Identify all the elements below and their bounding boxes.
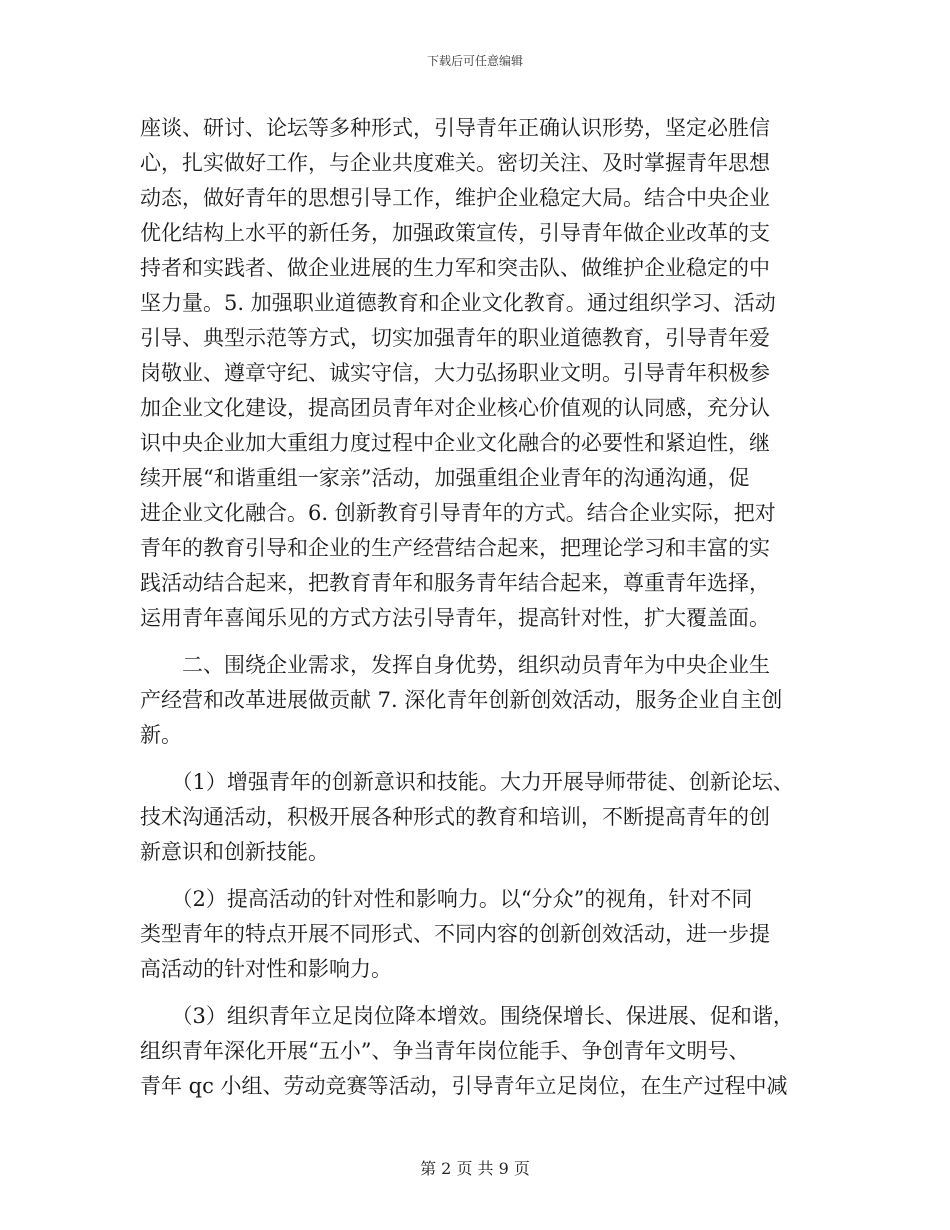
document-body bbox=[140, 111, 820, 1104]
paragraph-gap bbox=[140, 753, 820, 765]
text-line: 青年 qc 小组、劳动竞赛等活动，引导青年立足岗位，在生产过程中减 bbox=[140, 1074, 788, 1098]
text-line: （2）提高活动的针对性和影响力。以“分众”的视角，针对不同 bbox=[140, 887, 753, 911]
text-line: 坚力量。5. 加强职业道德教育和企业文化教育。通过组织学习、活动 bbox=[140, 291, 776, 315]
text-line: 动态，做好青年的思想引导工作，维护企业稳定大局。结合中央企业 bbox=[140, 186, 770, 210]
text-line: 优化结构上水平的新任务，加强政策宣传，引导青年做企业改革的支 bbox=[140, 221, 770, 245]
paragraph bbox=[140, 765, 820, 870]
text-line: 组织青年深化开展“五小”、争当青年岗位能手、争创青年文明号、 bbox=[140, 1039, 750, 1063]
text-line: 加企业文化建设，提高团员青年对企业核心价值观的认同感，充分认 bbox=[140, 396, 770, 420]
paragraph bbox=[140, 111, 820, 636]
text-line: 心，扎实做好工作，与企业共度难关。密切关注、及时掌握青年思想 bbox=[140, 151, 770, 175]
text-line: 运用青年喜闻乐见的方式方法引导青年，提高针对性，扩大覆盖面。 bbox=[140, 606, 770, 630]
paragraph bbox=[140, 999, 820, 1104]
paragraph-gap bbox=[140, 636, 820, 648]
text-line: （3）组织青年立足岗位降本增效。围绕保增长、保进展、促和谐， bbox=[140, 1004, 794, 1028]
text-line: 高活动的针对性和影响力。 bbox=[140, 957, 392, 981]
paragraph-gap bbox=[140, 870, 820, 882]
text-line: 二、围绕企业需求，发挥自身优势，组织动员青年为中央企业生 bbox=[140, 653, 770, 677]
paragraph-gap bbox=[140, 987, 820, 999]
paragraph bbox=[140, 882, 820, 987]
text-line: 类型青年的特点开展不同形式、不同内容的创新创效活动，进一步提 bbox=[140, 922, 770, 946]
paragraph bbox=[140, 648, 820, 753]
text-line: 产经营和改革进展做贡献 7. 深化青年创新创效活动，服务企业自主创 bbox=[140, 688, 783, 712]
text-line: 进企业文化融合。6. 创新教育引导青年的方式。结合企业实际，把对 bbox=[140, 501, 776, 525]
text-line: 岗敬业、遵章守纪、诚实守信，大力弘扬职业文明。引导青年积极参 bbox=[140, 361, 770, 385]
text-line: 引导、典型示范等方式，切实加强青年的职业道德教育，引导青年爱 bbox=[140, 326, 770, 350]
text-line: 青年的教育引导和企业的生产经营结合起来，把理论学习和丰富的实 bbox=[140, 536, 770, 560]
text-line: 续开展“和谐重组一家亲”活动，加强重组企业青年的沟通沟通，促 bbox=[140, 466, 750, 490]
text-line: 技术沟通活动，积极开展各种形式的教育和培训，不断提高青年的创 bbox=[140, 805, 770, 829]
page-header: 下载后可任意编辑 bbox=[426, 54, 523, 68]
text-line: （1）增强青年的创新意识和技能。大力开展导师带徒、创新论坛、 bbox=[140, 770, 794, 794]
text-line: 践活动结合起来，把教育青年和服务青年结合起来，尊重青年选择， bbox=[140, 571, 770, 595]
text-line: 新意识和创新技能。 bbox=[140, 840, 329, 864]
text-line: 识中央企业加大重组力度过程中企业文化融合的必要性和紧迫性，继 bbox=[140, 431, 770, 455]
text-line: 持者和实践者、做企业进展的生力军和突击队、做维护企业稳定的中 bbox=[140, 256, 770, 280]
page-number-footer: 第 2 页 共 9 页 bbox=[420, 1159, 530, 1178]
text-line: 新。 bbox=[140, 723, 182, 747]
text-line: 座谈、研讨、论坛等多种形式，引导青年正确认识形势，坚定必胜信 bbox=[140, 116, 770, 140]
